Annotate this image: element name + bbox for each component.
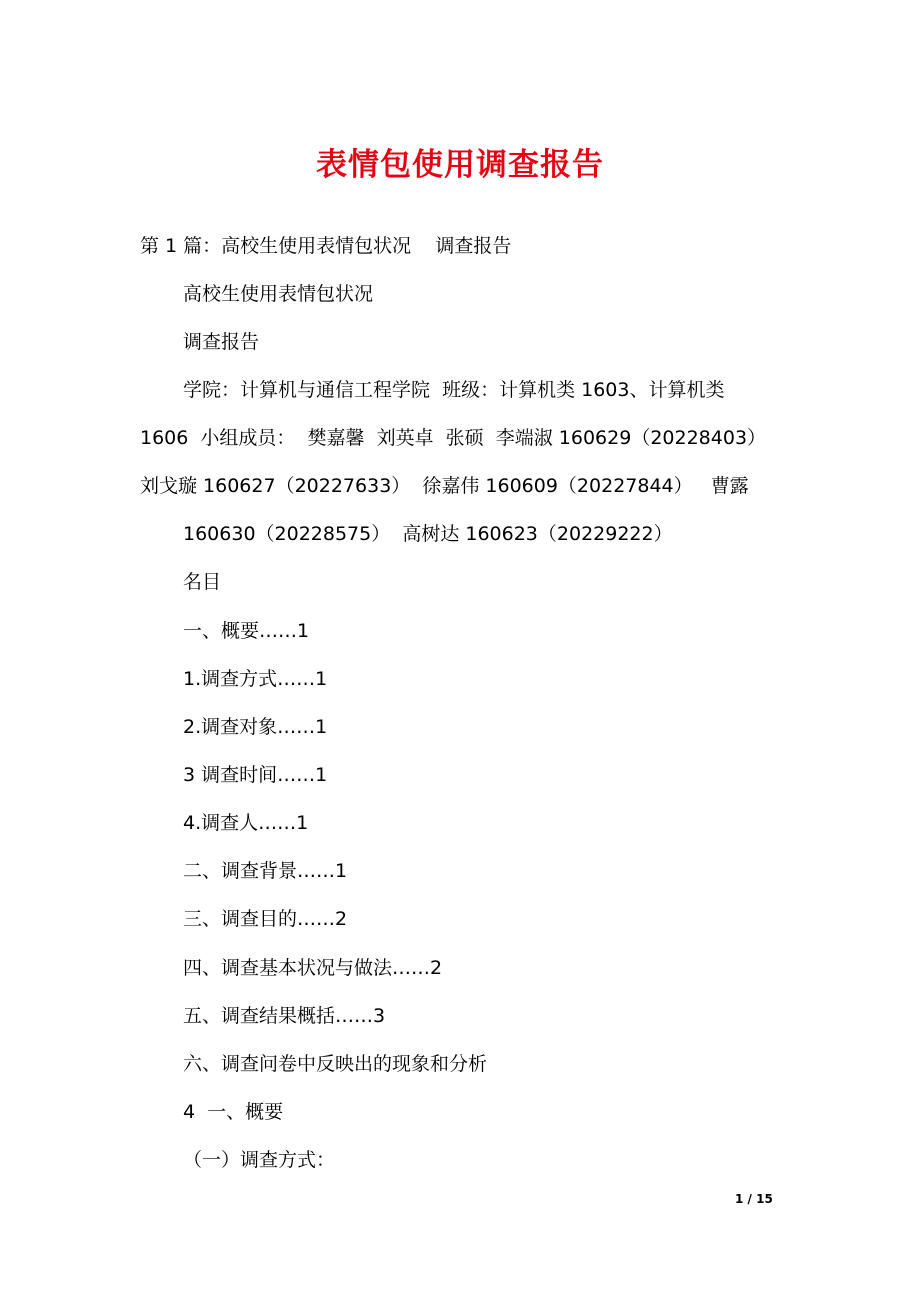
toc-heading: 名目: [183, 571, 222, 593]
college-info: 学院：计算机与通信工程学院 班级：计算机类 1603、计算机类: [183, 379, 725, 401]
toc-item: 4.调查人……1: [183, 812, 309, 834]
subtitle-text: 高校生使用表情包状况: [183, 283, 374, 305]
toc-item: 五、调查结果概括……3: [183, 1005, 386, 1027]
page-indicator: 1 / 15: [735, 1192, 773, 1206]
subtitle-text: 调查报告: [183, 331, 260, 353]
toc-item: 三、调查目的……2: [183, 908, 348, 930]
members-info: 160630（20228575） 高树达 160623（20229222）: [183, 523, 673, 545]
toc-item: 六、调查问卷中反映出的现象和分析: [183, 1053, 488, 1075]
document-title: 表情包使用调查报告: [316, 147, 604, 183]
toc-item: 1.调查方式……1: [183, 668, 328, 690]
toc-item: 2.调查对象……1: [183, 716, 328, 738]
toc-item: 一、概要……1: [183, 620, 310, 642]
subsection-heading: （一）调查方式：: [183, 1149, 336, 1171]
toc-item: 四、调查基本状况与做法……2: [183, 957, 443, 979]
members-info: 1606 小组成员： 樊嘉馨 刘英卓 张硕 李端淑 160629（20228403）: [140, 427, 767, 449]
members-info: 刘戈璇 160627（20227633） 徐嘉伟 160609（20227844） 曹露: [140, 475, 749, 497]
section-heading: 第 1 篇：高校生使用表情包状况 调查报告: [140, 235, 512, 257]
toc-item: 二、调查背景……1: [183, 860, 348, 882]
section-heading: 4 一、概要: [183, 1101, 284, 1123]
toc-item: 3 调查时间……1: [183, 764, 328, 786]
